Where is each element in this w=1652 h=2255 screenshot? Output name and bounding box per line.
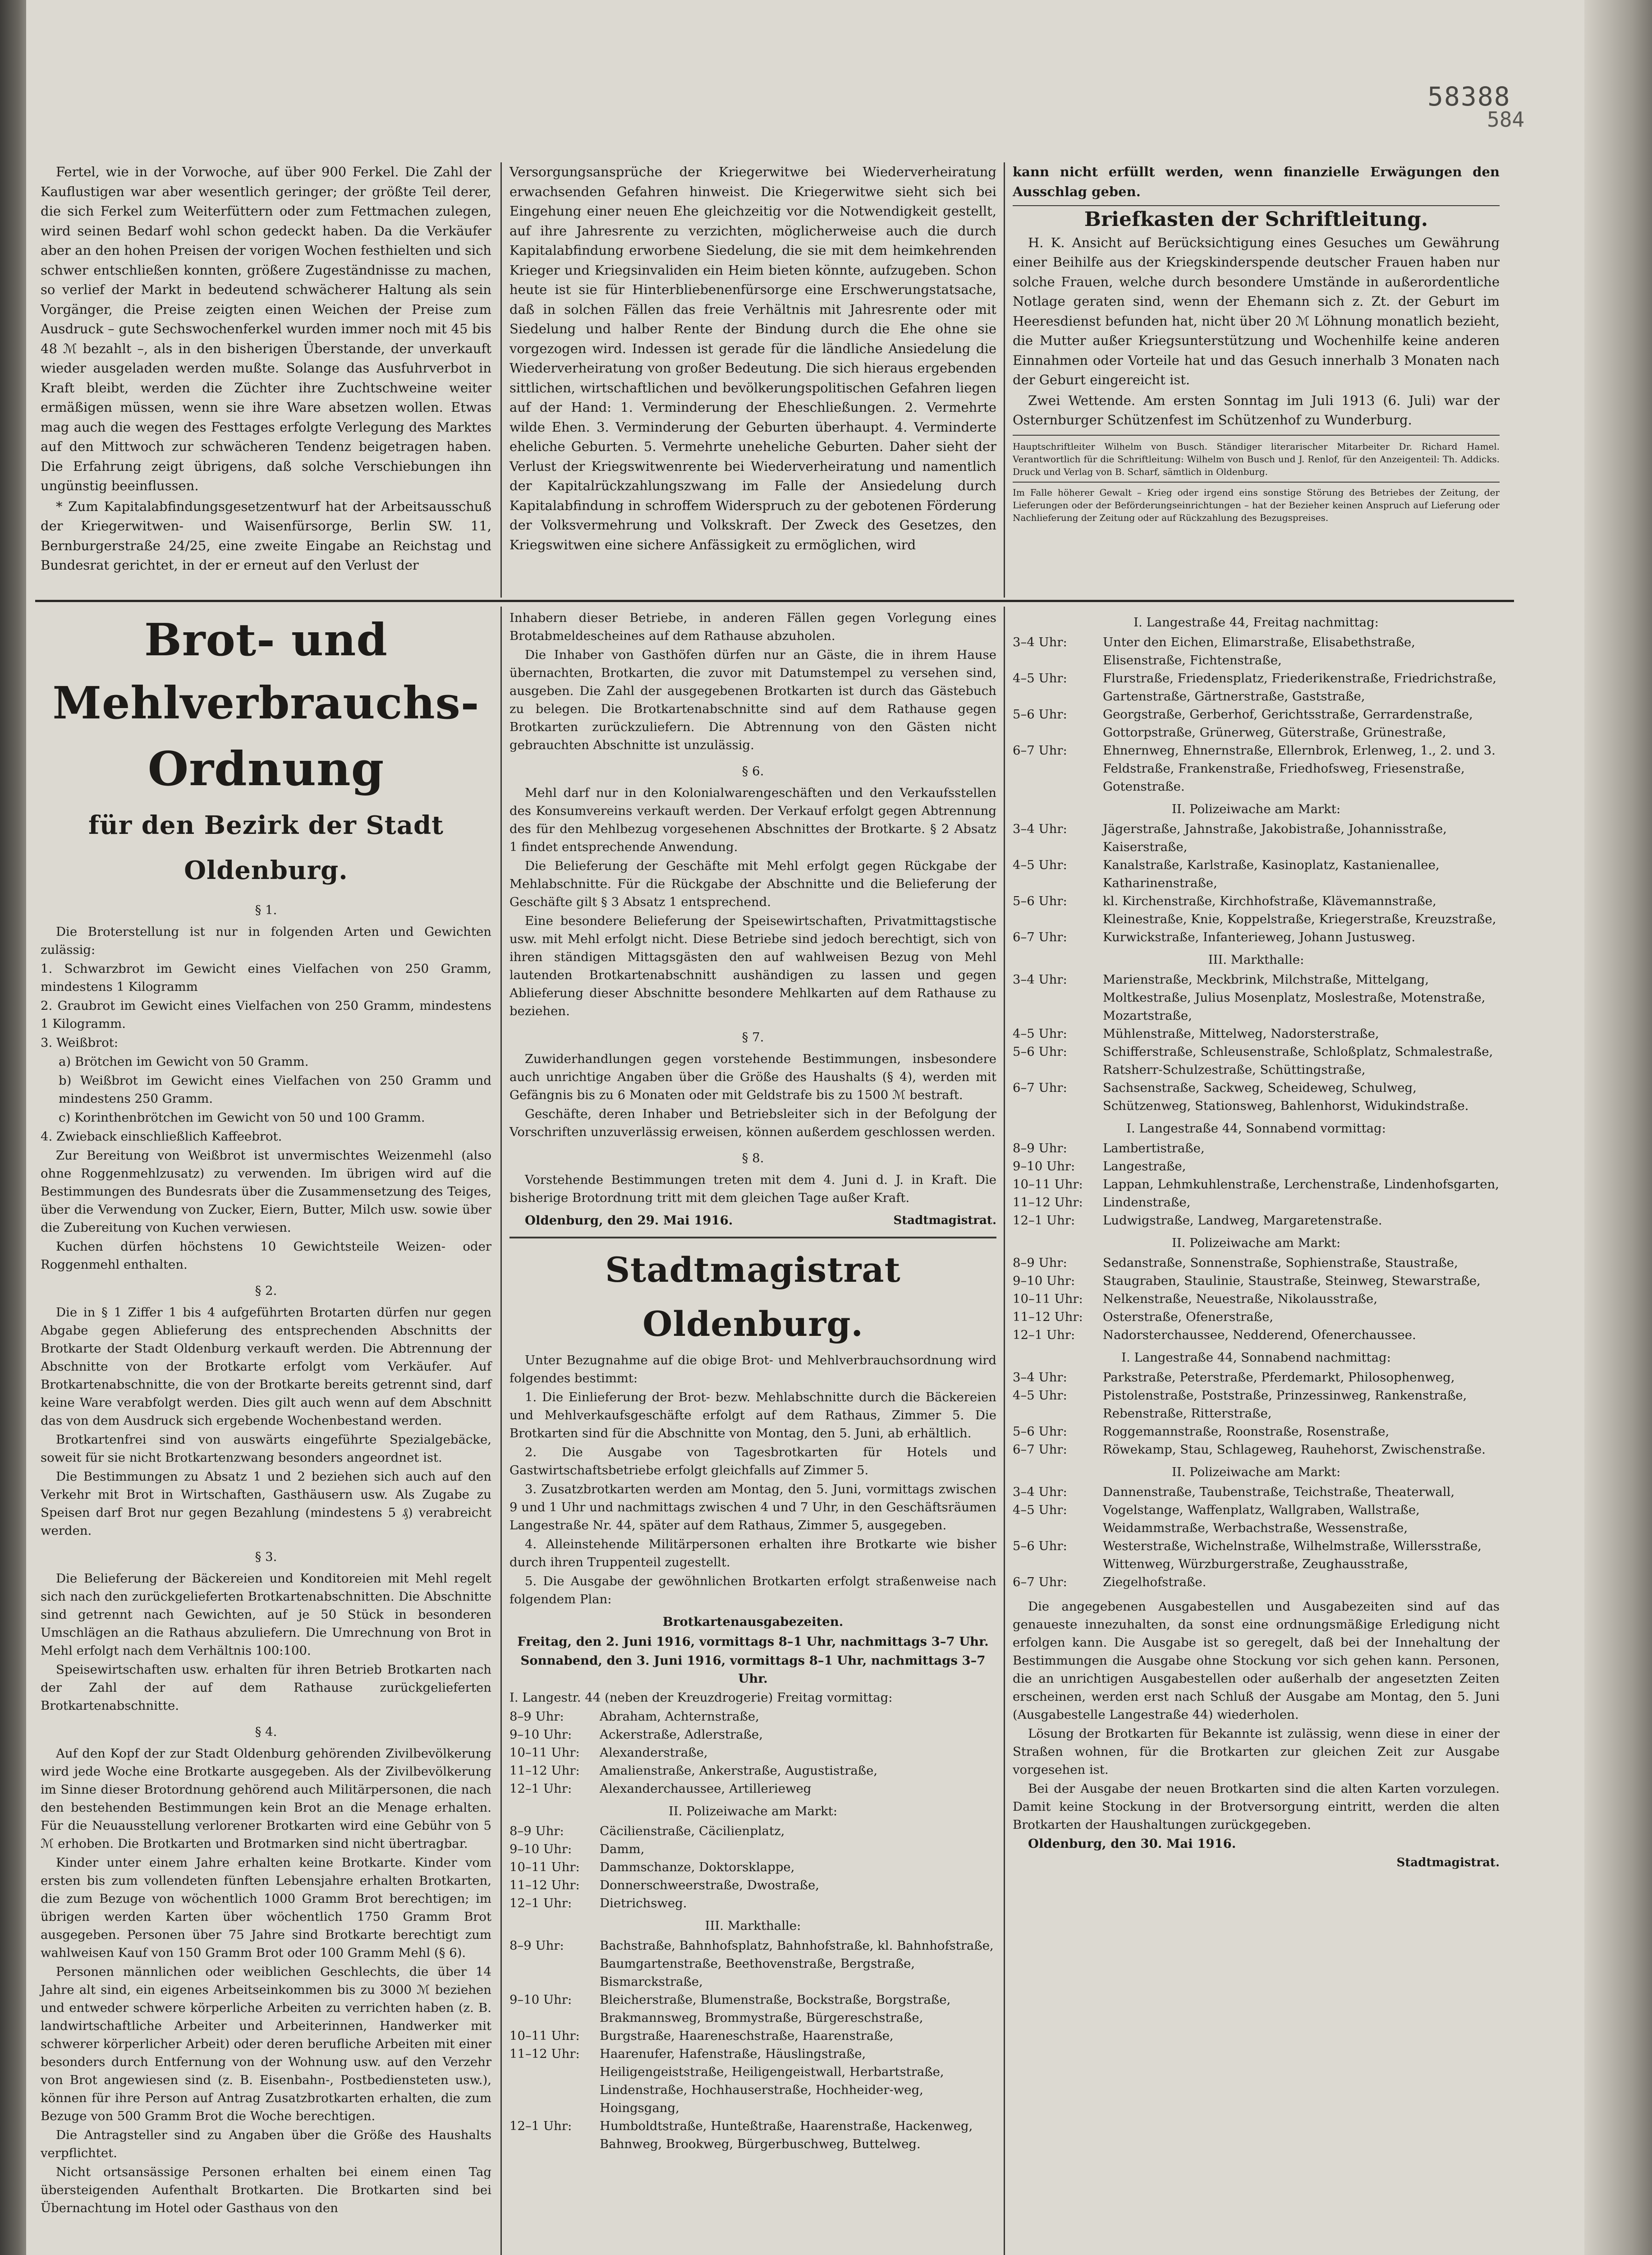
section-rule	[35, 600, 1514, 602]
paragraph-text: Die Belieferung der Geschäfte mit Mehl erfolgt gegen Rückgabe der Mehlabschnitte. Für die Rückgabe der Abschnitte und die Belieferung der Geschäfte gilt § 3 Absatz 1 entsprechend.	[509, 859, 996, 909]
column-divider	[1004, 607, 1005, 2255]
schedule-row: 5–6 Uhr: Georgstraße, Gerberhof, Gerichtsstraße, Gerrardenstraße, Gottorpstraße, Grünerweg, Güterstraße, Grünestraße,	[1013, 707, 1473, 740]
paragraph-text: Kuchen dürfen höchstens 10 Gewichtsteile Weizen- oder Roggenmehl enthalten.	[41, 1239, 491, 1272]
briefkasten-wette: Zwei Wettende. Am ersten Sonntag im Juli 1913 (6. Juli) war der Osternburger Schützenfest im Schützenhof zu Wunderburg.	[1013, 392, 1500, 428]
schedule-row: 6–7 Uhr: Ehnernweg, Ehnernstraße, Ellernbrok, Erlenweg, 1., 2. und 3. Feldstraße, Frankenstraße, Friedhofsweg, Friesenstraße, Gotenstraße.	[1013, 743, 1496, 794]
schedule-row: 10–11 Uhr: Alexanderstraße,	[509, 1745, 708, 1760]
paragraph-7-heading: § 7.	[742, 1030, 764, 1045]
paragraph-text: Mehl darf nur in den Kolonialwarengeschäften und den Verkaufsstellen des Konsumvereins verkauft werden. Der Verkauf erfolgt gegen Abtrennung des für den Mehlbezug vorgesehenen Abschnittes der Brotkarte. § 2 Absatz 1 findet entsprechende Anwendung.	[509, 786, 996, 854]
paragraph-text: Die in § 1 Ziffer 1 bis 4 aufgeführten Brotarten dürfen nur gegen Abgabe gegen Ablieferung des entsprechenden Abschnitts der Brotkarte der Stadt Oldenburg verkauft werden. Die Abtrennung der Abschnitte von der Brotkarte erfolgt vom Verkäufer. Auf Brotkartenabschnitte, die von der Brotkarte bereits getrennt sind, darf keine Ware verabfolgt werden. Dies gilt auch wenn auf dem Abschnitt das von dem Ausdruck sich ergebende Wochenbestand werden.	[41, 1305, 491, 1428]
schedule-row: 6–7 Uhr: Röwekamp, Stau, Schlageweg, Rauhehorst, Zwischenstraße.	[1013, 1442, 1486, 1457]
column-divider	[500, 607, 502, 2255]
paragraph-2-heading: § 2.	[255, 1284, 277, 1298]
paragraph-text: Zur Bereitung von Weißbrot ist unvermischtes Weizenmehl (also ohne Roggenmehlzusatz) zu verwenden. Im übrigen wird auf die Bestimmungen des Bundesrats über die Zusammensetzung des Teiges, über die Verwendung von Zucker, Eiern, Butter, Milch usw. sowie über die Zubereitung von Kuchen verwiesen.	[41, 1148, 491, 1235]
schedule-row: 4–5 Uhr: Mühlenstraße, Mittelweg, Nadorsterstraße,	[1013, 1026, 1379, 1041]
middle-column	[509, 609, 996, 2153]
closing-text: Bei der Ausgabe der neuen Brotkarten sind die alten Karten vorzulegen. Damit keine Stockung in der Brotversorgung eintritt, werden die alten Brotkarten der Haushaltungen zurückgegeben.	[1013, 1781, 1500, 1832]
schedule-row: 11–12 Uhr: Amalienstraße, Ankerstraße, Augustistraße,	[509, 1763, 878, 1778]
divider	[1013, 205, 1500, 206]
schedule-row: 10–11 Uhr: Burgstraße, Haareneschstraße, Haarenstraße,	[509, 2029, 894, 2043]
magistrat-item: 2. Die Ausgabe von Tagesbrotkarten für Hotels und Gastwirtschaftsbetriebe erfolgt gleichfalls auf Zimmer 5.	[509, 1445, 996, 1477]
paragraph-6-heading: § 6.	[742, 764, 764, 778]
paragraph-text: Personen männlichen oder weiblichen Geschlechts, die über 14 Jahre alt sind, ein eigenes Arbeitseinkommen bis zu 3000 ℳ beziehen und entweder schwere körperliche Arbeiten zu verrichten haben (z. B. landwirtschaftliche Arbeiter und Arbeiterinnen, Handwerker mit schwerer körperlicher Arbeit) oder deren berufliche Arbeiten mit einer besonders durch Entfernung von der Wohnung usw. auf den Verzehr von Brot angewiesen sind (z. B. Eisenbahn-, Postbediensteten usw.), können für ihre Person auf Antrag Zusatzbrotkarten erhalten, die zum Bezuge von 500 Gramm Brot die Woche berechtigen.	[41, 1965, 491, 2123]
schedule-row: 10–11 Uhr: Nelkenstraße, Neuestraße, Nikolausstraße,	[1013, 1292, 1377, 1306]
top-column-1	[41, 162, 491, 576]
schedule-row: 9–10 Uhr: Staugraben, Staulinie, Staustraße, Steinweg, Stewarstraße,	[1013, 1274, 1481, 1288]
schedule-row: 6–7 Uhr: Sachsenstraße, Sackweg, Scheideweg, Schulweg, Schützenweg, Stationsweg, Bahlenhorst, Widukindstraße.	[1013, 1081, 1469, 1113]
friday-times: Freitag, den 2. Juni 1916, vormittags 8–1 Uhr, nachmittags 3–7 Uhr.	[517, 1634, 989, 1649]
paragraph-text: Vorstehende Bestimmungen treten mit dem 4. Juni d. J. in Kraft. Die bisherige Brotordnung tritt mit dem gleichen Tage außer Kraft.	[509, 1173, 996, 1205]
paragraph-text: Die Antragsteller sind zu Angaben über die Größe des Haushalts verpflichtet.	[41, 2128, 491, 2160]
closing-text: Die angegebenen Ausgabestellen und Ausgabezeiten sind auf das genaueste innezuhalten, da sonst eine ordnungsmäßige Erledigung nicht erfolgen kann. Die Ausgabe ist so geregelt, daß bei der Innehaltung der Bestimmungen die Ausgabe ohne Stockung vor sich gehen kann. Personen, die an unrichtigen Ausgabestellen oder außerhalb der angesetzten Zeiten erscheinen, werden erst nach Schluß der Ausgabe am Montag, den 5. Juni (Ausgabestelle Langestraße 44) wiederholen.	[1013, 1599, 1500, 1722]
schedule-row: 3–4 Uhr: Parkstraße, Peterstraße, Pferdemarkt, Philosophenweg,	[1013, 1370, 1455, 1385]
schedule-row: 8–9 Uhr: Lambertistraße,	[1013, 1141, 1205, 1155]
date-line: Oldenburg, den 29. Mai 1916.	[525, 1213, 733, 1228]
schedule-row: 5–6 Uhr: kl. Kirchenstraße, Kirchhofstraße, Klävemannstraße, Kleinestraße, Knie, Koppelstraße, Kriegerstraße, Kreuzstraße,	[1013, 894, 1496, 926]
schedule-row: 3–4 Uhr: Dannenstraße, Taubenstraße, Teichstraße, Theaterwall,	[1013, 1485, 1455, 1499]
column-divider	[500, 162, 502, 598]
schedule-row: 12–1 Uhr: Humboldtstraße, Hunteßtraße, Haarenstraße, Hackenweg, Bahnweg, Brookweg, Bürgerbuschweg, Buttelweg.	[509, 2119, 973, 2151]
schedule-row: 12–1 Uhr: Dietrichsweg.	[509, 1896, 687, 1910]
paragraph-text: Die Belieferung der Bäckereien und Konditoreien mit Mehl regelt sich nach den zurückgelieferten Brotkartenabschnitten. Die Abschnitte sind getrennt nach Gewichten, auf je 50 Stück in besonderen Umschlägen an die Rathaus abzuliefern. Die Umrechnung von Brot in Mehl erfolgt nach dem Verhältnis 100:100.	[41, 1571, 491, 1658]
bread-type-item: 4. Zwieback einschließlich Kaffeebrot.	[41, 1129, 282, 1144]
schedule-row: 9–10 Uhr: Ackerstraße, Adlerstraße,	[509, 1727, 763, 1742]
ordnung-title-line3: für den Bezirk der Stadt Oldenburg.	[88, 810, 444, 885]
schedule-row: 9–10 Uhr: Langestraße,	[1013, 1159, 1186, 1174]
witwe-text-end: kann nicht erfüllt werden, wenn finanzielle Erwägungen den Ausschlag geben.	[1013, 164, 1500, 199]
paragraph-text: Geschäfte, deren Inhaber und Betriebsleiter sich in der Befolgung der Vorschriften unzuverlässig erweisen, können außerdem geschlossen werden.	[509, 1107, 996, 1139]
ausgabe-title: Brotkartenausgabezeiten.	[662, 1615, 844, 1629]
schedule-heading: I. Langestraße 44, Sonnabend vormittag:	[1126, 1121, 1386, 1136]
schedule-heading: II. Polizeiwache am Markt:	[1171, 802, 1341, 816]
book-spine	[0, 0, 26, 2255]
schedule-heading: I. Langestraße 44, Freitag nachmittag:	[1133, 615, 1379, 630]
schedule-row: 6–7 Uhr: Ziegelhofstraße.	[1013, 1575, 1207, 1589]
magistrat-item: 4. Alleinstehende Militärpersonen erhalten ihre Brotkarte wie bisher durch ihren Truppenteil zugestellt.	[509, 1537, 996, 1569]
schedule-row: 9–10 Uhr: Bleicherstraße, Blumenstraße, Bockstraße, Borgstraße, Brakmannsweg, Brommystraße, Bürgereschstraße,	[509, 1993, 951, 2025]
schedule-heading: II. Polizeiwache am Markt:	[1171, 1236, 1341, 1250]
schedule-heading: I. Langestr. 44 (neben der Kreuzdrogerie) Freitag vormittag:	[509, 1690, 893, 1705]
schedule-row: 3–4 Uhr: Jägerstraße, Jahnstraße, Jakobistraße, Johannisstraße, Kaiserstraße,	[1013, 822, 1447, 854]
page-edges	[1584, 0, 1652, 2255]
schedule-row: 12–1 Uhr: Nadorsterchaussee, Nedderend, Ofenerchaussee.	[1013, 1328, 1416, 1342]
paragraph-text: Die Inhaber von Gasthöfen dürfen nur an Gäste, die in ihrem Hause übernachten, Brotkarten, die zuvor mit Datumstempel zu versehen sind, ausgeben. Die Zahl der ausgegebenen Brotkarten ist durch das Gästebuch zu belegen. Die Brotkartenabschnitte sind auf dem Rathause gegen Brotkarten zurückzuliefern. Die Abtrennung von den Gästen nicht gebrauchten Abschnitte ist unzulässig.	[509, 648, 996, 752]
paragraph-1-intro: Die Broterstellung ist nur in folgenden Arten und Gewichten zulässig:	[41, 925, 491, 957]
newspaper-page	[26, 0, 1584, 2255]
schedule-row: 3–4 Uhr: Marienstraße, Meckbrink, Milchstraße, Mittelgang, Moltkestraße, Julius Mosenplatz, Moslestraße, Motenstraße, Mozartstraße,	[1013, 972, 1486, 1023]
imprint: Hauptschriftleiter Wilhelm von Busch. Ständiger literarischer Mitarbeiter Dr. Richard Hamel. Verantwortlich für die Schriftleitung: Wilhelm von Busch und J. Renlof, für den Anzeigenteil: Th. Addicks. Druck und Verlag von B. Scharf, sämtlich in Oldenburg.	[1013, 441, 1500, 477]
schedule-row: 3–4 Uhr: Unter den Eichen, Elimarstraße, Elisabethstraße, Elisenstraße, Fichtenstraße,	[1013, 635, 1415, 667]
schedule-row: 11–12 Uhr: Haarenufer, Hafenstraße, Häuslingstraße, Heiligengeiststraße, Heiligengeistwall, Herbartstraße, Lindenstraße, Hochhauserstraße, Hochheider-weg, Hoingsgang,	[509, 2047, 944, 2115]
schedule-row: 8–9 Uhr: Bachstraße, Bahnhofsplatz, Bahnhofstraße, kl. Bahnhofstraße, Baumgartenstraße, Beethovenstraße, Bergstraße, Bismarckstraße,	[509, 1938, 994, 1989]
closing-text: Lösung der Brotkarten für Bekannte ist zulässig, wenn diese in einer der Straßen wohnen, für die Brotkarten zur gleichen Zeit zur Ausgabe vorgesehen ist.	[1013, 1726, 1500, 1777]
right-column	[1013, 609, 1500, 1872]
ordnung-column	[41, 609, 491, 2218]
paragraph-1-heading: § 1.	[255, 903, 277, 917]
schedule-heading: III. Markthalle:	[1208, 953, 1304, 967]
magistrat-title: Stadtmagistrat Oldenburg.	[605, 1250, 901, 1344]
paragraph-8-heading: § 8.	[742, 1151, 764, 1165]
schedule-row: 12–1 Uhr: Ludwigstraße, Landweg, Margaretenstraße.	[1013, 1213, 1382, 1228]
schedule-row: 12–1 Uhr: Alexanderchaussee, Artillerieweg	[509, 1781, 812, 1796]
schedule-row: 9–10 Uhr: Damm,	[509, 1842, 645, 1856]
paragraph-text: Speisewirtschaften usw. erhalten für ihren Betrieb Brotkarten nach der Zahl der auf dem Rathause zurückgelieferten Brotkartenabschnitte.	[41, 1662, 491, 1713]
signature: Stadtmagistrat.	[893, 1214, 996, 1227]
schedule-row: 8–9 Uhr: Abraham, Achternstraße,	[509, 1709, 759, 1724]
schedule-row: 4–5 Uhr: Pistolenstraße, Poststraße, Prinzessinweg, Rankenstraße, Rebenstraße, Ritterstraße,	[1013, 1388, 1467, 1421]
paragraph-3-heading: § 3.	[255, 1550, 277, 1564]
signature: Stadtmagistrat.	[1396, 1856, 1500, 1869]
divider	[1013, 435, 1500, 436]
bread-type-item: 1. Schwarzbrot im Gewicht eines Vielfachen von 250 Gramm, mindestens 1 Kilogramm	[41, 962, 491, 994]
schedule-row: 4–5 Uhr: Flurstraße, Friedensplatz, Friederikenstraße, Friedrichstraße, Gartenstraße, Gärtnerstraße, Gaststraße,	[1013, 671, 1497, 704]
briefkasten-answer: H. K. Ansicht auf Berücksichtigung eines Gesuches um Gewährung einer Beihilfe aus der Kriegskinderspende deutscher Frauen haben nur solche Frauen, welche durch besondere Umstände in außerordentliche Notlage geraten sind, wenn der Ehemann sich z. Zt. der Geburt im Heeresdienst befunden hat, nicht über 20 ℳ Löhnung monatlich bezieht, die Mutter außer Kriegsunterstützung und Wochenhilfe keine anderen Einnahmen oder Vorteile hat und das Gesuch innerhalb 3 Monaten nach der Geburt eingereicht ist.	[1013, 235, 1500, 387]
schedule-row: 11–12 Uhr: Lindenstraße,	[1013, 1195, 1191, 1210]
schedule-row: 4–5 Uhr: Vogelstange, Waffenplatz, Wallgraben, Wallstraße, Weidammstraße, Werbachstraße, Wessenstraße,	[1013, 1503, 1420, 1535]
paragraph-text: Brotkartenfrei sind von auswärts eingeführte Spezialgebäcke, soweit für sie nicht Brotkartenzwang besonders angeordnet ist.	[41, 1432, 491, 1465]
briefkasten-title: Briefkasten der Schriftleitung.	[1084, 208, 1428, 231]
schedule-row: 10–11 Uhr: Dammschanze, Doktorsklappe,	[509, 1860, 795, 1874]
column-divider	[1004, 162, 1005, 598]
top-column-3	[1013, 162, 1500, 525]
paragraph-text: Nicht ortsansässige Personen erhalten bei einem einen Tag übersteigenden Aufenthalt Brotkarten. Die Brotkarten sind bei Übernachtung im Hotel oder Gasthaus von den	[41, 2165, 491, 2215]
paragraph-text: Kinder unter einem Jahre erhalten keine Brotkarte. Kinder vom ersten bis zum vollendeten fünften Lebensjahre erhalten Brotkarten, die zum Bezuge von wöchentlich 1000 Gramm Brot berechtigen; im übrigen werden Karten über wöchentlich 1750 Gramm Brot ausgegeben. Personen über 75 Jahre sind Brotkarte berechtigt zum wahlweisen Kauf von 150 Gramm Brot oder 100 Gramm Mehl (§ 6).	[41, 1855, 491, 1960]
divider	[1013, 482, 1500, 483]
schedule-row: 5–6 Uhr: Schifferstraße, Schleusenstraße, Schloßplatz, Schmalestraße, Ratsherr-Schulzestraße, Schüttingstraße,	[1013, 1045, 1493, 1077]
ordnung-title-line2: Ordnung	[147, 741, 385, 796]
schedule-row: 5–6 Uhr: Westerstraße, Wichelnstraße, Wilhelmstraße, Willersstraße, Wittenweg, Würzburgerstraße, Zeughausstraße,	[1013, 1539, 1482, 1571]
schedule-heading: II. Polizeiwache am Markt:	[668, 1804, 838, 1818]
schedule-row: 8–9 Uhr: Cäcilienstraße, Cäcilienplatz,	[509, 1824, 785, 1838]
schedule-row: 11–12 Uhr: Donnerschweerstraße, Dwostraße,	[509, 1878, 819, 1892]
page-number: 58388	[1427, 81, 1511, 112]
divider	[509, 1237, 996, 1238]
force-majeure-notice: Im Falle höherer Gewalt – Krieg oder irgend eins sonstige Störung des Betriebes der Zeitung, der Lieferungen oder der Beförderungseinrichtungen – hat der Bezieher keinen Anspruch auf Lieferung oder Nachlieferung der Zeitung oder auf Rückzahlung des Bezugspreises.	[1013, 487, 1500, 523]
paragraph-text: Auf den Kopf der zur Stadt Oldenburg gehörenden Zivilbevölkerung wird jede Woche eine Brotkarte ausgegeben. Als der Zivilbevölkerung im Sinne dieser Brotordnung gehörend auch Militärpersonen, die nach den bestehenden Bestimmungen kein Brot an die Menage erhalten. Für die Neuausstellung verlorener Brotkarten wird eine Gebühr von 5 ℳ erhoben. Die Brotkarten und Brotmarken sind nicht übertragbar.	[41, 1746, 491, 1851]
magistrat-item: 5. Die Ausgabe der gewöhnlichen Brotkarten erfolgt straßenweise nach folgendem Plan:	[509, 1574, 996, 1606]
paragraph-text: Inhabern dieser Betriebe, in anderen Fällen gegen Vorlegung eines Brotabmeldescheines auf dem Rathause abzuholen.	[509, 611, 996, 643]
paragraph-4-heading: § 4.	[255, 1725, 277, 1739]
ferkel-report: Fertel, wie in der Vorwoche, auf über 900 Ferkel. Die Zahl der Kauflustigen war aber wesentlich geringer; der größte Teil derer, die sich Ferkel zum Weiterfüttern oder zum Fettmachen zulegen, wird seinen Bedarf wohl schon gedeckt haben. Da die Verkäufer aber an den hohen Preisen der vorigen Wochen festhielten und sich schwer entschließen konnten, größere Zugeständnisse zu machen, so verlief der Markt in bedeutend schwächerer Haltung als sein Vorgänger, die Preise zeigten einen Weichen der Preise zum Ausdruck – gute Sechswochenferkel wurden immer noch mit 45 bis 48 ℳ bezahlt –, als in den bisherigen Überstande, der unverkauft wieder ausgeladen werden mußte. Solange das Ausfuhrverbot in Kraft bleibt, werden die Züchter ihre Zuchtschweine weiter ermäßigen müssen, wenn sie ihre Ware absetzen wollen. Etwas mag auch die wegen des Festtages erfolgte Verlegung des Marktes auf den Mittwoch zur schwächeren Tendenz beigetragen haben. Die Erfahrung zeigt übrigens, daß solche Verschiebungen ihn ungünstig beeinflussen.	[41, 164, 491, 493]
page-number-sub: 584	[1487, 107, 1525, 132]
bread-type-item: b) Weißbrot im Gewicht eines Vielfachen von 250 Gramm und mindestens 250 Gramm.	[59, 1073, 491, 1106]
schedule-row: 4–5 Uhr: Kanalstraße, Karlstraße, Kasinoplatz, Kastanienallee, Katharinenstraße,	[1013, 858, 1440, 890]
schedule-heading: II. Polizeiwache am Markt:	[1171, 1465, 1341, 1479]
magistrat-item: 3. Zusatzbrotkarten werden am Montag, den 5. Juni, vormittags zwischen 9 und 1 Uhr und nachmittags zwischen 4 und 7 Uhr, in den Geschäftsräumen Langestraße Nr. 44, später auf dem Rathaus, Zimmer 5, ausgegeben.	[509, 1482, 996, 1532]
magistrat-intro: Unter Bezugnahme auf die obige Brot- und Mehlverbrauchsordnung wird folgendes bestimmt:	[509, 1353, 996, 1385]
bread-type-item: 2. Graubrot im Gewicht eines Vielfachen von 250 Gramm, mindestens 1 Kilogramm.	[41, 999, 491, 1031]
bread-type-item: 3. Weißbrot:	[41, 1035, 119, 1050]
bread-type-item: a) Brötchen im Gewicht von 50 Gramm.	[59, 1054, 309, 1069]
schedule-heading: I. Langestraße 44, Sonnabend nachmittag:	[1121, 1350, 1391, 1365]
paragraph-text: Zuwiderhandlungen gegen vorstehende Bestimmungen, insbesondere auch unrichtige Angaben über die Größe des Haushalts (§ 4), werden mit Gefängnis bis zu 6 Monaten oder mit Geldstrafe bis zu 1500 ℳ bestraft.	[509, 1052, 996, 1102]
schedule-row: 11–12 Uhr: Osterstraße, Ofenerstraße,	[1013, 1310, 1274, 1324]
magistrat-item: 1. Die Einlieferung der Brot- bezw. Mehlabschnitte durch die Bäckereien und Mehlverkaufsgeschäfte erfolgt auf dem Rathaus, Zimmer 5. Die Brotkarten sind für die Abschnitte von Montag, den 5. Juni, ab erhältlich.	[509, 1390, 996, 1440]
saturday-times: Sonnabend, den 3. Juni 1916, vormittags 8–1 Uhr, nachmittags 3–7 Uhr.	[520, 1653, 986, 1686]
bread-type-item: c) Korinthenbrötchen im Gewicht von 50 und 100 Gramm.	[59, 1110, 425, 1125]
ordnung-title-line1: Brot- und Mehlverbrauchs-	[52, 614, 480, 729]
schedule-row: 5–6 Uhr: Roggemannstraße, Roonstraße, Rosenstraße,	[1013, 1424, 1390, 1439]
schedule-heading: III. Markthalle:	[705, 1919, 801, 1933]
kapitalabfindung-notice: * Zum Kapitalabfindungsgesetzentwurf hat der Arbeitsausschuß der Kriegerwitwen- und Waisenfürsorge, Berlin SW. 11, Bernburgerstraße 24/25, eine zweite Eingabe an Reichstag und Bundesrat gerichtet, in der er erneut auf den Verlust der	[41, 498, 491, 573]
schedule-row: 10–11 Uhr: Lappan, Lehmkuhlenstraße, Lerchenstraße, Lindenhofsgarten,	[1013, 1177, 1499, 1192]
schedule-row: 8–9 Uhr: Sedanstraße, Sonnenstraße, Sophienstraße, Staustraße,	[1013, 1256, 1458, 1270]
kriegerwitwe-text: Versorgungsansprüche der Kriegerwitwe bei Wiederverheiratung erwachsenden Gefahren hinweist. Die Kriegerwitwe sieht sich bei Eingehung einer neuen Ehe gleichzeitig vor die Notwendigkeit gestellt, auf ihre Jahresrente zu verzichten, möglicherweise auch die durch Kapitalabfindung erworbene Siedelung, die sie mit dem heimkehrenden Krieger und Kriegsinvaliden ein Heim bieten könnte, aufzugeben. Schon heute ist sie für Hinterbliebenenfürsorge eine Erschwerungstatsache, daß in solchen Fällen das freie Verhältnis mit Jahresrente oder mit Siedelung und halber Rente der Bindung durch die Ehe ohne sie vorgezogen wird. Indessen ist gerade für die ländliche Ansiedelung die Wiederverheiratung von großer Bedeutung. Die sich hieraus ergebenden sittlichen, wirtschaftlichen und bevölkerungspolitischen Gefahren liegen auf der Hand: 1. Verminderung der Eheschließungen. 2. Vermehrte wilde Ehen. 3. Verminderung der Geburten überhaupt. 4. Verminderte eheliche Geburten. 5. Vermehrte uneheliche Geburten. Daher sieht der Verlust der Kriegswitwenrente bei Wiederverheiratung und namentlich der Kapitalrückzahlungszwang im Falle der Ansiedelung durch Kapitalabfindung in schroffem Widerspruch zu der gebotenen Förderung der Volksvermehrung und Volkskraft. Der Zweck des Gesetzes, den Kriegswitwen eine sichere Anfässigkeit zu ermöglichen, wird	[509, 164, 996, 552]
paragraph-text: Die Bestimmungen zu Absatz 1 und 2 beziehen sich auch auf den Verkehr mit Brot in Wirtschaften, Gasthäusern usw. Als Zugabe zu Speisen darf Brot nur gegen Bezahlung (mindestens 5 ₰) verabreicht werden.	[41, 1469, 491, 1538]
paragraph-text: Eine besondere Belieferung der Speisewirtschaften, Privatmittagstische usw. mit Mehl erfolgt nicht. Diese Betriebe sind jedoch berechtigt, sich von ihren ständigen Mittagsgästen den auf wahlweisen Bezug von Mehl lautenden Brotkartenabschnitt aushändigen zu lassen und gegen Ablieferung dieser Abschnitte besondere Mehlkarten auf dem Rathause zu beziehen.	[509, 914, 996, 1018]
top-column-2	[509, 162, 996, 556]
date-line: Oldenburg, den 30. Mai 1916.	[1028, 1836, 1236, 1851]
schedule-row: 6–7 Uhr: Kurwickstraße, Infanterieweg, Johann Justusweg.	[1013, 930, 1416, 944]
